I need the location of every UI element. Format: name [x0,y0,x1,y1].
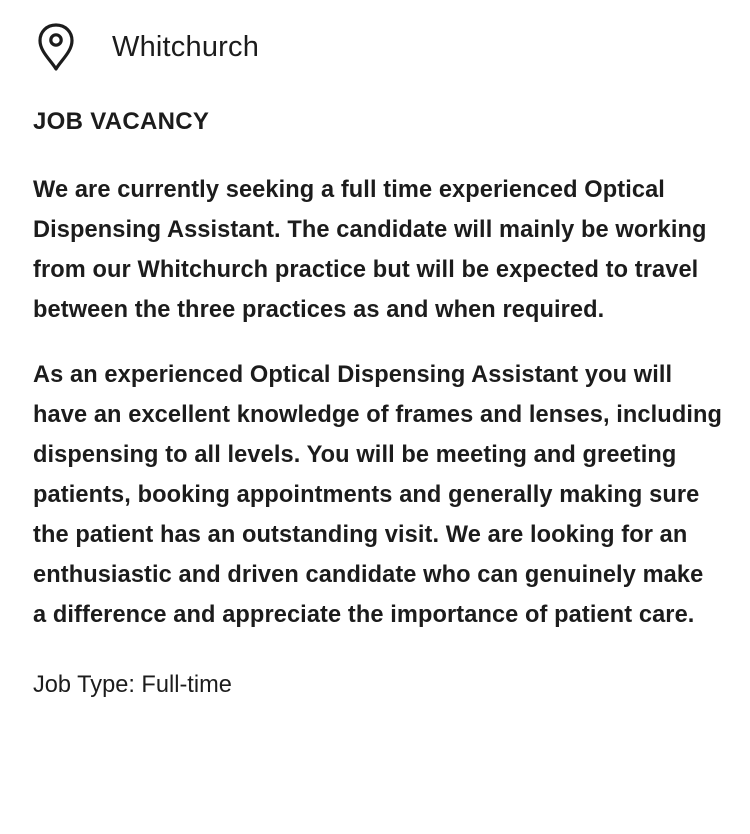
location-name: Whitchurch [112,30,260,63]
job-heading: JOB VACANCY [33,108,210,135]
job-description-paragraph: We are currently seeking a full time experienced Optical Dispensing Assistant. The candidate will mainly be working from our Whitchurch practice but will be expected to travel between the three practices as and when required. [33,177,707,323]
location-row [36,22,259,72]
job-requirements-paragraph: As an experienced Optical Dispensing Assistant you will have an excellent knowledge of frames and lenses, including dispensing to all levels. You will be meeting and greeting patients, booking appointments and generally making sure the patient has an outstanding visit. We are looking for an enthusiastic and driven candidate who can genuinely make a difference and appreciate the importance of patient care. [33,362,723,628]
job-type-label: Job Type: Full-time [33,672,232,698]
map-pin-icon [36,22,76,72]
job-posting [33,104,723,705]
